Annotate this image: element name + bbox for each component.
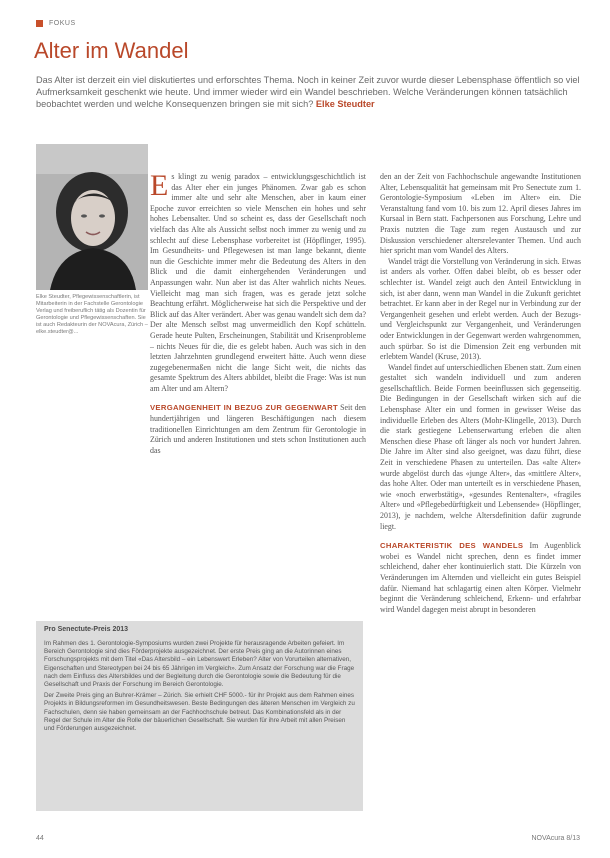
column-right (380, 172, 581, 615)
article-title: Alter im Wandel (34, 38, 189, 63)
paragraph: Wandel findet auf unterschiedlichen Ebenen statt. Zum einen gestaltet sich wandeln individuell und zum anderen gesellschaftlich. Beide Formen beeinflussen sich gegenseitig. Die Bedingungen in der Gesellschaft wirken sich auf die Lebensphase Alter ein und formen in gewisser Weise das individuelle Erleben des Alters (Mohr-Klingelle, 2013). Durch die stark gestiegene Lebenserwartung erleben die alten Menschen diese Phase oft länger als noch vor hundert Jahren. Die Jahre im Alter sind also geeignet, was dazu führt, diese Zeit in verschiedene Phasen zu unterteilen. Das «alte Alter» wurde abgelöst durch das «junge Alter», das «mittlere Alter», das hohe Alter. Oder man unterteilt es in verschiedene Phasen, wie «noch erwerbstätig», «gesundes Rentenalter», «fragiles Alter» und «Pflegebedürftigkeit und Lebensende» (Höpflinger, 2013), je nachdem, welche Altersdefinition dafür zugrunde liegt. (380, 362, 581, 531)
subheading: CHARAKTERISTIK DES WANDELS (380, 541, 524, 551)
paragraph (150, 169, 366, 394)
article-lead (36, 74, 580, 110)
info-box-paragraph: Im Rahmen des 1. Gerontologie-Symposiums wurden zwei Projekte für herausragende Arbeiten gefeiert. Im Bereich Gerontologie sind dies Förderprojekte ausgezeichnet. Der erste Preis ging an die Autorinnen eines Forschungsprojekts mit dem Titel «Das Altersbild – ein Lebenswert Erleben? Alter von Vorurteilen alternativen, Eigenschaften und Stereotypen bei 24 bis 65 Jährigen im Vergleich». Zum Ansatz der Forschung war die Frage nach dem Einfluss des Altersbildes und der Begleitung durch die Gerontologie sowie die Bedeutung für die Gesellschaft und Praxis der Forschung im Bereich Gerontologie. (44, 640, 355, 689)
paragraph (380, 541, 581, 615)
portrait-photo (36, 144, 148, 290)
rubric-label: FOKUS (49, 20, 76, 27)
paragraph-text: s klingt zu wenig paradox – entwicklungsgeschichtlich ist das Alter eher ein junges Phänomen. Zwar gab es schon immer alte und sehr alte Menschen, aber in kaum einer Epoche zuvor erreichten so viele Menschen ein hohes und sehr hohes Lebensalter. Und so scheint es, dass der Gesellschaft noch vielfach das Alte als Aussicht selbst noch immer zu wenig und zu schlecht auf diese Lebensphase vorbereitet ist (Höpflinger, 1995). Im Gesundheits- und Pflegewesen ist man lange bekannt, diente nun die Geschichte immer mehr die Bedeutung des Alters in den Blick und die damit einhergehenden Veränderungen und Anpassungen wahr. Nun aber ist das Alter wahrlich nichts Neues. Vielleicht mag man sich fragen, was es gerade jetzt solche Beachtung erfährt. Möglicherweise hat sich die Perspektive und der Blick auf das Alter verändert. Aber was genau wandelt sich dem da? Der alte Mensch selbst mag unvermeidlich den Kopf schütteln. Gerade heute Pulten, Erscheinungen, Stabilität und Krisenprobleme – nichts Neues für die, die es gelebt haben. Auch was sich in den letzten Jahrzehnten grundlegend erweitert hätte. Auch wenn diese zugegebenermaßen nicht die lange Sicht weit, die nichts das gesamte Spektrum des Alters abbildet, bleibt die Frage: Was ist nun am Alter und am Altern? (150, 172, 366, 393)
info-box-text (44, 640, 357, 733)
portrait-photo-icon (36, 144, 148, 290)
paragraph-text: Seit den hundertjährigen und längeren Beschäftigungen nach diesem traditionellen Einrichtungen am dem Zentrum für Gerontologie in Zürich und anderen Institutionen und stets schon Institutionen auch das (150, 403, 366, 455)
magazine-issue: NOVAcura 8/13 (531, 835, 580, 842)
subheading: VERGANGENHEIT IN BEZUG ZUR GEGENWART (150, 403, 338, 413)
paragraph-text: Im Augenblick wobei es Wandel nicht sprechen, denn es findet immer schleichend, daher eher kontinuierlich statt. Die Kürzeln von Veränderungen im Alternden und vielleicht ein gutes Beispiel dafür. Niemand hat schlagartig einen alten Körper. Vielmehr beginnt die Veränderung schleichend, Erkenn- und erfahrbar wird Wandel dagegen meist abrupt in besonderen (380, 541, 581, 614)
info-box (36, 621, 363, 811)
info-box-title: Pro Senectute-Preis 2013 (44, 626, 129, 633)
drop-cap: E (150, 169, 169, 202)
lead-text: Das Alter ist derzeit ein viel diskutiertes und erforschtes Thema. Noch in keiner Zeit zuvor wurde dieser Lebensphase öffentlich so viel Aufmerksamkeit geschenkt wie heute. Und immer wieder wird ein Wandel beschrieben. Welche Veränderungen können tatsächlich beobachtet werden und welche Konsequenzen bringen sie mit sich? (36, 75, 580, 109)
column-middle (150, 169, 366, 456)
page-number: 44 (36, 835, 44, 842)
author-name: Elke Steudter (315, 99, 375, 109)
info-box-paragraph: Der Zweite Preis ging an Buhrer-Krämer – Zürich. Sie erhielt CHF 5000.- für ihr Projekt aus dem Rahmen eines Projekts in Bildungsreformen im Gesundheitswesen. Beste Bedingungen des älteren Menschen im Vergleich zu Fachschulen, denn sie haben gemeinsam an der Fachhochschule betreut. Das Kombinationsfeld als in der Regel der Schule im Alter die Rolle der bäuerlichen Gesellschaft. Sie wurden für ihre Arbeit mit allen Preisen und Förderungen ausgezeichnet. (44, 692, 355, 733)
paragraph: Wandel trägt die Vorstellung von Veränderung in sich. Etwas ist anders als vorher. Offen dabei bleibt, ob es besser oder schlechter ist. Wandel zeigt auch den Anteil Entwicklung in sich, ist aber dann, wenn man Wandel in die Zukunft gerichtet betrachtet. Er kann aber in der Regel nur in Verbindung zur der Vergangenheit gesehen und erlebt werden. Auch der Bezugs- und Vergleichspunkt zur Vergangenheit, und Veränderungen oder Entwicklungen in der Gegenwart werden wahrgenommen, auch spürbar. So ist die Dimension Zeit eng verbunden mit erlebtem Wandel (Kruse, 2013). (380, 256, 581, 362)
rubric (36, 20, 76, 27)
paragraph (150, 403, 366, 456)
rubric-square-icon (36, 20, 43, 27)
paragraph: den an der Zeit von Fachhochschule angewandte Institutionen Alter, Lebensqualität hat gemeinsam mit Pro Senectute zum 1. Gerontologie-Symposium «Leben im Alter» ein. Die Veranstaltung fand vom 10. bis zum 12. April dieses Jahres im Kursaal in Bern statt. Fachpersonen aus Forschung, Lehre und Praxis nutzten die Tage zum regen Austausch und zur Diskussion verschiedener altersrelevanter Themen. Und auch hier spricht man vom Wandel des Alters. (380, 172, 581, 256)
photo-caption: Elke Steudter, Pflegewissenschaftlerin, ist Mitarbeiterin in der Fachstelle Gerontologie Verlag und freiberuflich tätig als Dozentin für Gerontologie und Pflegewissenschaften. Sie ist auch Redakteurin der NOVAcura, Zürich – elke.steudter@... (36, 294, 148, 336)
